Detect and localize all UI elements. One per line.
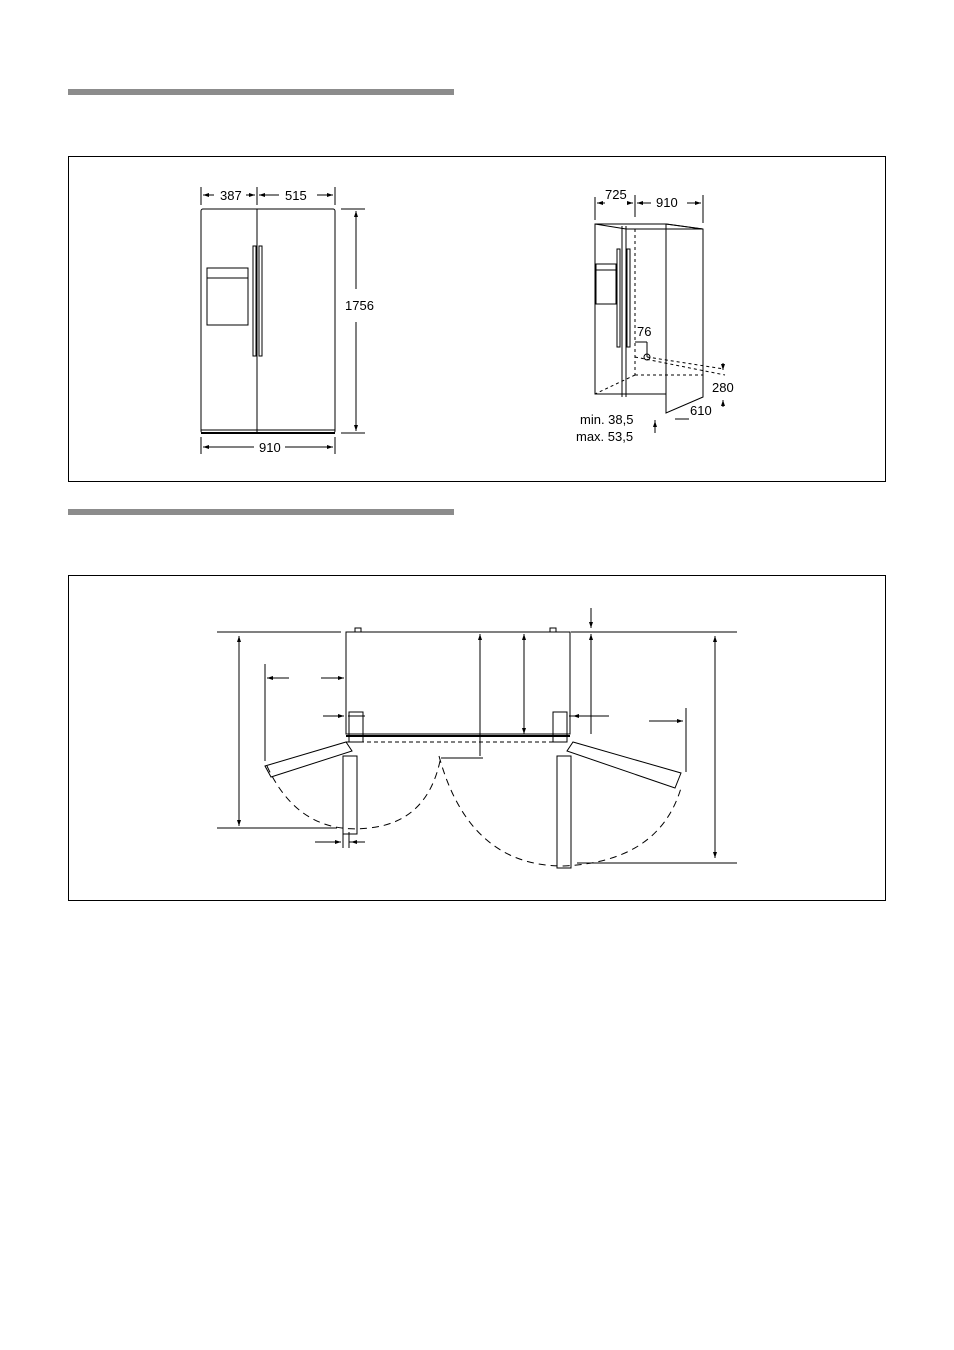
left-door-open-90 xyxy=(343,756,357,834)
dim-label-min: min. 38,5 xyxy=(580,412,634,427)
dim-label-910-iso: 910 xyxy=(656,195,678,210)
right-door-open-90 xyxy=(557,756,571,868)
dim-label-610: 610 xyxy=(690,403,712,418)
dim-label-387: 387 xyxy=(220,188,242,203)
dim-label-515: 515 xyxy=(285,188,307,203)
cabinet-plan xyxy=(346,632,570,734)
dim-label-280: 280 xyxy=(712,380,734,395)
dim-label-76: 76 xyxy=(637,324,652,339)
front-view xyxy=(201,187,365,454)
dim-label-910-front: 910 xyxy=(259,440,281,455)
dim-label-725: 725 xyxy=(605,187,627,202)
dimensions-panel xyxy=(68,156,886,482)
section-rule-door-swing xyxy=(68,509,454,515)
left-door-open-mid xyxy=(265,742,352,777)
dim-label-max: max. 53,5 xyxy=(576,429,634,444)
iso-view xyxy=(595,195,725,433)
dimensions-diagram xyxy=(69,157,887,483)
door-swing-diagram xyxy=(69,576,887,902)
section-rule-dimensions xyxy=(68,89,454,95)
door-swing-panel xyxy=(68,575,886,901)
dim-label-1756: 1756 xyxy=(345,298,374,313)
right-door-open-mid xyxy=(567,742,681,788)
